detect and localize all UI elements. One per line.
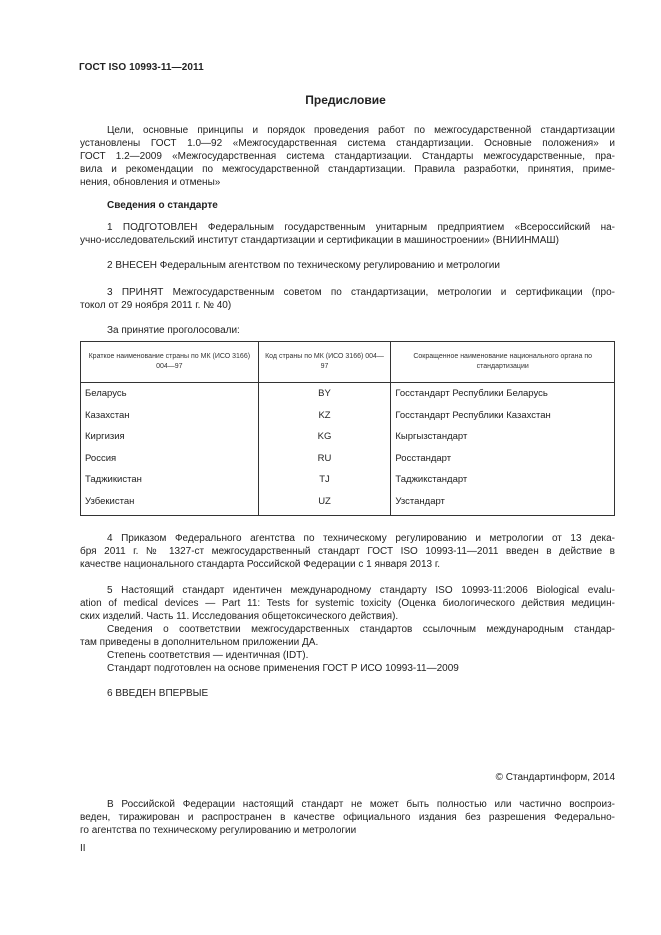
intro-line: вила и рекомендации по межгосударственной стандартизации. Правила разработки, принятия, приме- — [80, 164, 615, 175]
item-4-paragraph — [80, 532, 615, 571]
item-5-info-line: там приведены в дополнительном приложении ДА. — [80, 637, 319, 648]
item-3-paragraph — [80, 286, 615, 312]
item-5-basis: Стандарт подготовлен на основе применения ГОСТ Р ИСО 10993-11—2009 — [107, 663, 459, 674]
notice-line: веден, тиражирован и распространен в качестве официального издания без разрешения Федерально- — [80, 812, 615, 823]
standards-body-cell: Госстандарт Республики Казахстан — [391, 405, 615, 427]
intro-line: Цели, основные принципы и порядок проведения работ по межгосударственной стандартизации — [107, 125, 615, 136]
table-row — [81, 405, 615, 427]
country-cell: Беларусь — [81, 383, 259, 405]
code-cell: UZ — [258, 491, 391, 516]
standards-body-cell: Кыргызстандарт — [391, 426, 615, 448]
intro-line: ГОСТ 1.2—2009 «Межгосударственная система стандартизации. Стандарты межгосударственные, пра- — [80, 151, 615, 162]
column-header-body: Сокращенное наименование национального органа по стандартизации — [391, 342, 615, 383]
table-row — [81, 448, 615, 470]
country-cell: Киргизия — [81, 426, 259, 448]
country-cell: Узбекистан — [81, 491, 259, 516]
country-cell: Таджикистан — [81, 469, 259, 491]
document-id: ГОСТ ISO 10993-11—2011 — [79, 62, 204, 73]
page-title: Предисловие — [305, 93, 386, 107]
code-cell: BY — [258, 383, 391, 405]
item-5-info-line: Сведения о соответствии межгосударственных стандартов ссылочным международным стандар- — [107, 624, 615, 635]
standards-body-cell: Госстандарт Республики Беларусь — [391, 383, 615, 405]
code-cell: KZ — [258, 405, 391, 427]
copyright-notice: © Стандартинформ, 2014 — [495, 772, 615, 783]
item-1-line: 1 ПОДГОТОВЛЕН Федеральным государственным унитарным предприятием «Всероссийский на- — [107, 222, 615, 233]
code-cell: KG — [258, 426, 391, 448]
code-cell: TJ — [258, 469, 391, 491]
standards-body-cell: Узстандарт — [391, 491, 615, 516]
table-header-row — [81, 342, 615, 383]
voted-label: За принятие проголосовали: — [107, 325, 240, 336]
item-5-degree: Степень соответствия — идентичная (IDT). — [107, 650, 309, 661]
intro-paragraph — [80, 124, 615, 189]
column-header-country: Краткое наименование страны по МК (ИСО 3166) 004—97 — [81, 342, 259, 383]
item-4-line: качестве национального стандарта Российской Федерации с 1 января 2013 г. — [80, 559, 441, 570]
country-cell: Россия — [81, 448, 259, 470]
distribution-notice — [80, 798, 615, 837]
standards-body-cell: Таджикстандарт — [391, 469, 615, 491]
item-1-paragraph — [80, 221, 615, 247]
intro-line: установлены ГОСТ 1.0—92 «Межгосударственная система стандартизации. Основные положения» и — [80, 138, 615, 149]
info-heading: Сведения о стандарте — [107, 200, 218, 211]
table-row — [81, 491, 615, 516]
code-cell: RU — [258, 448, 391, 470]
page-number: II — [80, 843, 86, 854]
intro-line: нения, обновления и отмены» — [80, 177, 221, 188]
voting-table — [80, 341, 615, 516]
item-5-line: ation of medical devices — Part 11: Tests for systemic toxicity (Оценка биологического действия медицин- — [80, 598, 615, 609]
item-3-line: 3 ПРИНЯТ Межгосударственным советом по стандартизации, метрологии и сертификации (про- — [107, 287, 615, 298]
column-header-code: Код страны по МК (ИСО 3166) 004—97 — [258, 342, 391, 383]
standards-body-cell: Росстандарт — [391, 448, 615, 470]
table-row — [81, 383, 615, 405]
table-row — [81, 426, 615, 448]
country-cell: Казахстан — [81, 405, 259, 427]
item-5-line: 5 Настоящий стандарт идентичен международному стандарту ISO 10993-11:2006 Biological evalu- — [107, 585, 615, 596]
item-4-line: 4 Приказом Федерального агентства по техническому регулированию и метрологии от 13 дека- — [107, 533, 615, 544]
item-3-line: токол от 29 ноября 2011 г. № 40) — [80, 300, 232, 311]
item-5-line: ских изделий. Часть 11. Исследования общетоксического действия). — [80, 611, 399, 622]
item-1-line: учно-исследовательский институт стандартизации и сертификации в машиностроении» (ВНИИНМАШ) — [80, 235, 559, 246]
notice-line: го агентства по техническому регулированию и метрологии — [80, 825, 357, 836]
notice-line: В Российской Федерации настоящий стандарт не может быть полностью или частично воспроиз- — [107, 799, 615, 810]
item-2-paragraph: 2 ВНЕСЕН Федеральным агентством по техническому регулированию и метрологии — [107, 260, 500, 271]
item-5-paragraph — [80, 584, 615, 675]
item-6-paragraph: 6 ВВЕДЕН ВПЕРВЫЕ — [107, 688, 209, 699]
table-row — [81, 469, 615, 491]
item-4-line: бря 2011 г. № 1327-ст межгосударственный стандарт ГОСТ ISO 10993-11—2011 введен в действие в — [80, 546, 615, 557]
